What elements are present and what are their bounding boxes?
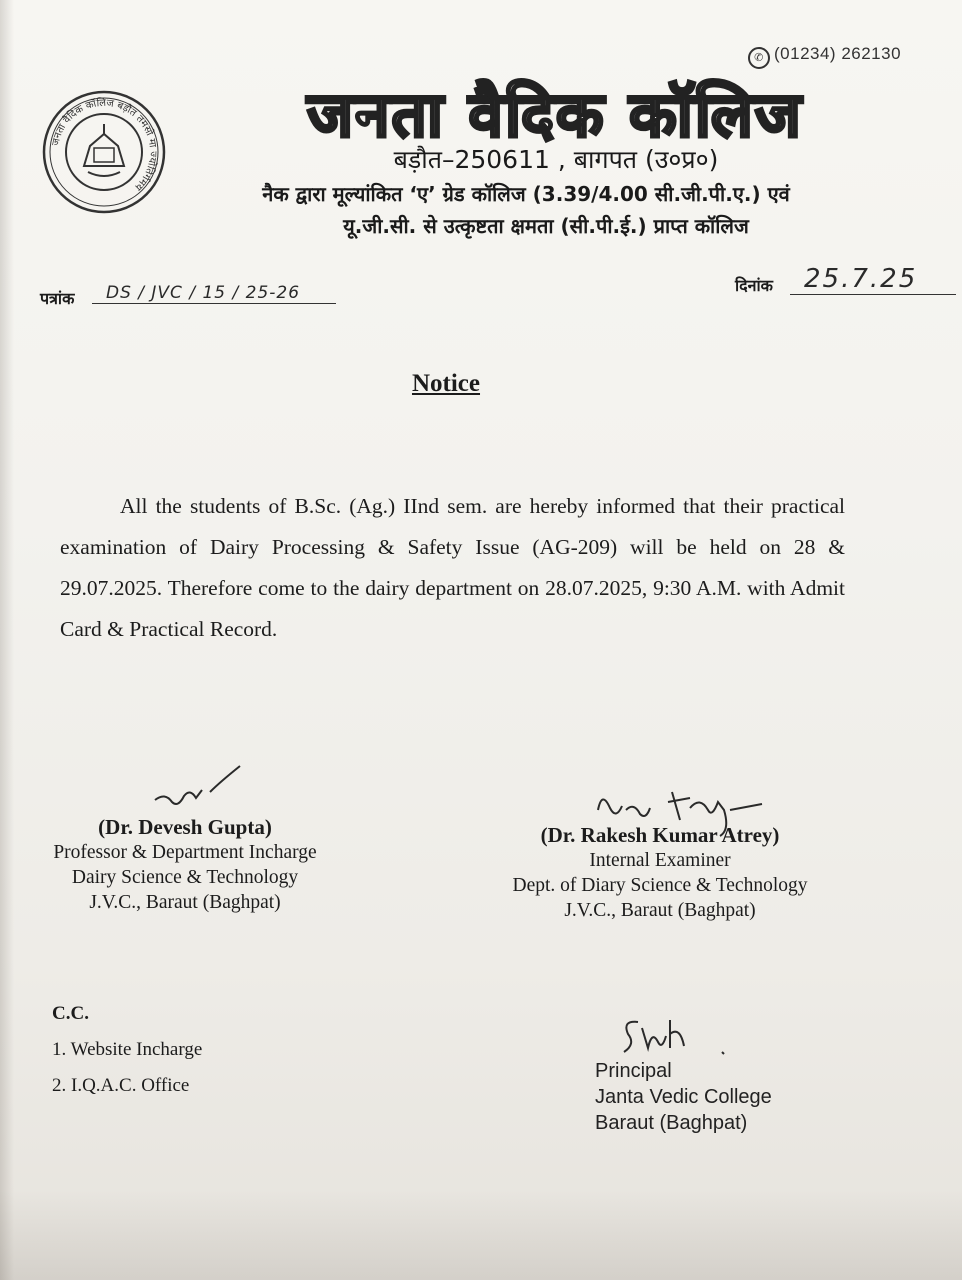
phone-number (748, 44, 901, 69)
cc-item: 2. I.Q.A.C. Office (52, 1075, 190, 1096)
signatory-right-name: (Dr. Rakesh Kumar Atrey) (540, 823, 780, 847)
signature-devesh-gupta (150, 762, 250, 812)
signature-principal (618, 1012, 738, 1062)
notice-body-paragraph: All the students of B.Sc. (Ag.) IInd sem. are hereby informed that their practical examination of Dairy Processing & Safety Issue (AG-209) will be held on 28 & 29.07.2025. Therefore come to the dairy department on 28.07.2025, 9:30 A.M. with Admit Card & Practical Record. (60, 494, 845, 641)
signatory-left-name: (Dr. Devesh Gupta) (98, 815, 272, 839)
date-label: दिनांक (735, 276, 773, 295)
signatory-left-designation: Professor & Department Incharge (53, 842, 317, 863)
reference-number: DS / JVC / 15 / 25-26 (92, 283, 336, 304)
ugc-cpe-line: यू.जी.सी. से उत्कृष्टता क्षमता (सी.पी.ई.) प्राप्त कॉलिज (343, 214, 749, 238)
date-value: 25.7.25 (790, 264, 956, 295)
signatory-right (490, 823, 830, 923)
paper-shadow-bottom (0, 1190, 962, 1280)
signatory-left-address: J.V.C., Baraut (Baghpat) (89, 892, 281, 913)
notice-body (60, 486, 845, 650)
telephone-icon: ✆ (748, 47, 770, 69)
principal-title: Principal (595, 1060, 672, 1082)
naac-accreditation-line: नैक द्वारा मूल्यांकित ‘ए’ ग्रेड कॉलिज (3.39/4.00 सी.जी.पी.ए.) एवं (262, 182, 790, 206)
signatory-right-address: J.V.C., Baraut (Baghpat) (564, 900, 756, 921)
signatory-left-department: Dairy Science & Technology (71, 867, 299, 888)
phone-number-text: (01234) 262130 (774, 44, 902, 63)
principal-block (595, 1058, 772, 1136)
college-address: बड़ौत–250611 , बागपत (उ०प्र०) (393, 145, 719, 174)
principal-address: Baraut (Baghpat) (595, 1112, 748, 1134)
cc-list (52, 996, 202, 1104)
cc-item: 1. Website Incharge (52, 1039, 203, 1060)
principal-college: Janta Vedic College (595, 1086, 772, 1108)
college-name-heading: जनता वैदिक कॉलिज (307, 78, 803, 151)
signatory-left (30, 815, 340, 915)
seal-text: जनता वैदिक कॉलिज बड़ौत तमसो मा ज्योतिर्गमय (50, 97, 159, 193)
notice-title: Notice (411, 370, 481, 397)
cc-title: C.C. (52, 1003, 89, 1024)
signatory-right-designation: Internal Examiner (589, 850, 731, 871)
signatory-right-department: Dept. of Diary Science & Technology (512, 875, 808, 896)
reference-label: पत्रांक (40, 289, 75, 308)
